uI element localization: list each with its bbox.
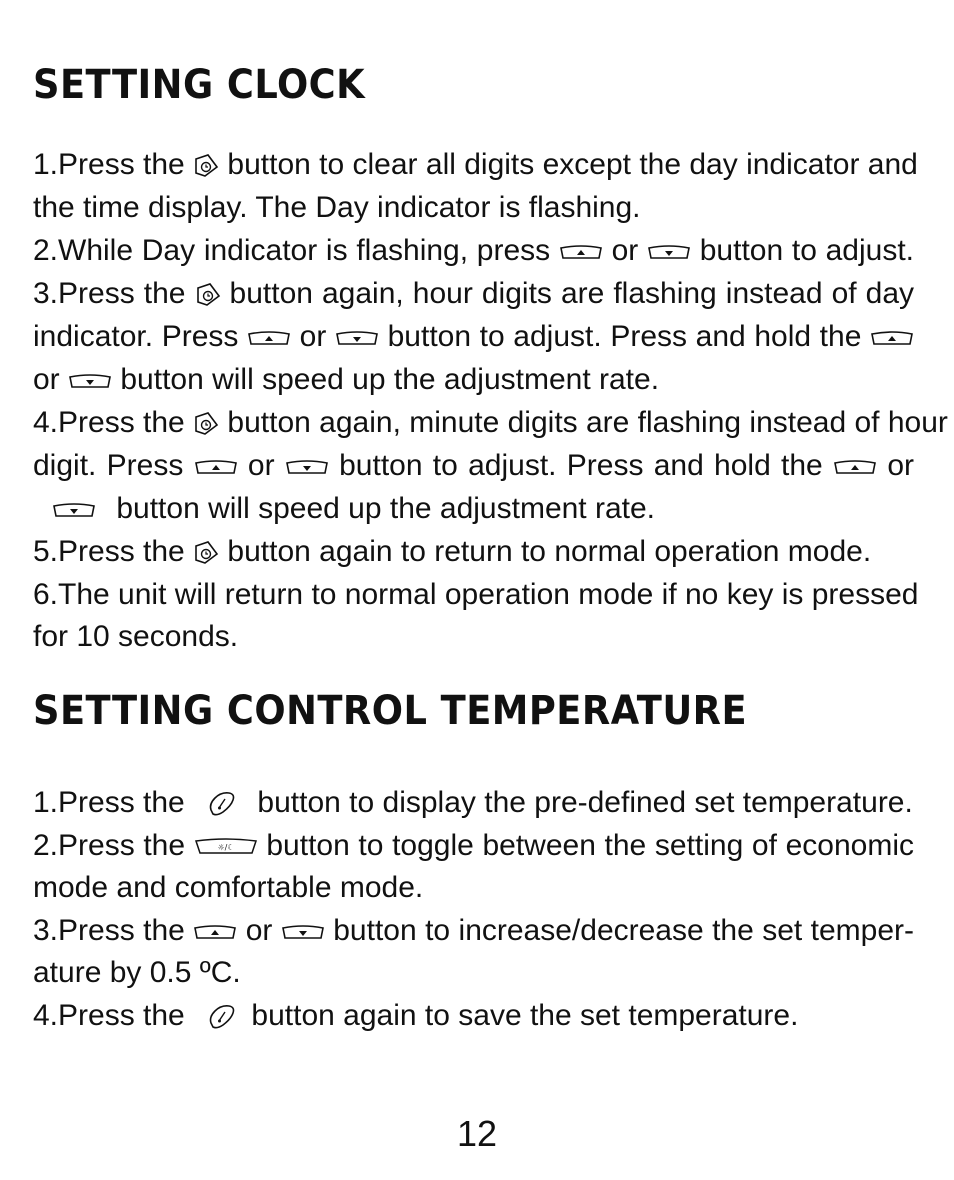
down-arrow-button-icon [285,458,329,476]
down-arrow-button-icon [68,372,112,390]
instruction-line: indicator. Press or button to adjust. Press and hold the [33,315,914,358]
instruction-line: 2.While Day indicator is flashing, press or button to adjust. [33,234,914,267]
instruction-line: or button will speed up the adjustment rate. [33,363,660,396]
set-temperature-button-icon [207,790,237,818]
instruction-line: 5.Press the button again to return to normal operation mode. [33,535,872,568]
up-arrow-button-icon [833,458,877,476]
set-temperature-button-icon [207,1003,237,1031]
instruction-line: digit. Press or button to adjust. Press and hold the or [33,449,914,482]
up-arrow-button-icon [193,923,237,941]
clock-button-icon [193,540,219,566]
down-arrow-button-icon [52,501,96,519]
down-arrow-button-icon [335,329,379,347]
section-title-setting-clock: SETTING CLOCK [33,62,366,108]
instruction-line: ature by 0.5 ºC. [33,956,241,989]
clock-button-icon [193,153,219,179]
instruction-line: 1.Press the button to clear all digits except the day indicator and [33,148,918,181]
up-arrow-button-icon [870,329,914,347]
instruction-line: for 10 seconds. [33,620,239,653]
instruction-line: 6.The unit will return to normal operation mode if no key is pressed [33,578,919,611]
instruction-line: 3.Press the button again, hour digits are flashing instead of day [33,277,914,310]
section-title-setting-control-temperature: SETTING CONTROL TEMPERATURE [33,688,748,734]
instruction-line: the time display. The Day indicator is flashing. [33,191,641,224]
instruction-line: 4.Press the button again to save the set temperature. [33,999,799,1032]
clock-button-icon [193,411,219,437]
eco-comfort-mode-button-icon [194,838,258,856]
page-number: 12 [456,1113,498,1154]
up-arrow-button-icon [559,243,603,261]
instruction-line: button will speed up the adjustment rate. [52,487,933,530]
instruction-line: mode and comfortable mode. [33,871,424,904]
down-arrow-button-icon [281,923,325,941]
instruction-line: 3.Press the or button to increase/decrease the set temper- [33,914,915,947]
instruction-line: 1.Press the button to display the pre-defined set temperature. [33,786,913,819]
up-arrow-button-icon [194,458,238,476]
down-arrow-button-icon [647,243,691,261]
mode-button-label: ☼/☾ [217,843,235,853]
up-arrow-button-icon [247,329,291,347]
clock-button-icon [195,282,221,308]
instruction-line: 2.Press the ☼/☾ button to toggle between the setting of economic [33,829,914,862]
instruction-line: 4.Press the button again, minute digits are flashing instead of hour [33,406,948,439]
